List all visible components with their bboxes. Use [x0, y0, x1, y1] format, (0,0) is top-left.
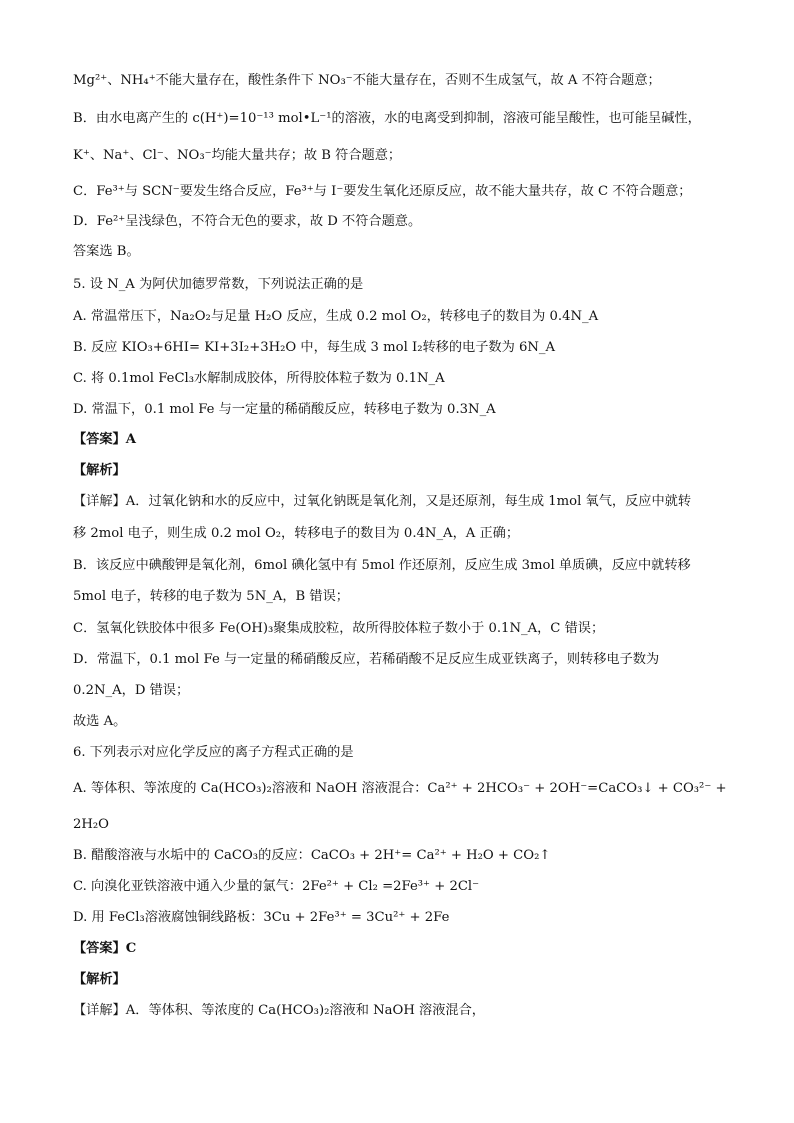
question-stem: 5. 设 N_A 为阿伏加德罗常数，下列说法正确的是 [73, 277, 364, 292]
text-line: 5mol 电子，转移的电子数为 5N_A，B 错误； [73, 589, 349, 604]
text-line: 移 2mol 电子，则生成 0.2 mol O₂，转移电子的数目为 0.4N_A，A 正确； [73, 526, 520, 541]
text-line: B．该反应中碘酸钾是氧化剂，6mol 碘化氢中有 5mol 作还原剂，反应生成 3mol 单质碘，反应中就转移 [73, 558, 691, 573]
analysis-label: 【解析】 [73, 463, 126, 478]
answer-label: 【答案】A [73, 432, 136, 447]
text-line: K⁺、Na⁺、Cl⁻、NO₃⁻均能大量共存；故 B 符合题意； [73, 148, 402, 163]
option-line: B. 醋酸溶液与水垢中的 CaCO₃的反应：CaCO₃ + 2H⁺= Ca²⁺ + H₂O + CO₂↑ [73, 848, 551, 863]
text-line: D．常温下，0.1 mol Fe 与一定量的稀硝酸反应，若稀硝酸不足反应生成亚铁离子，则转移电子数为 [73, 652, 660, 667]
option-line: D. 用 FeCl₃溶液腐蚀铜线路板：3Cu + 2Fe³⁺ = 3Cu²⁺ + 2Fe [73, 910, 450, 925]
text-line: 故选 A。 [73, 714, 127, 729]
text-line: 【详解】A．过氧化钠和水的反应中，过氧化钠既是氧化剂，又是还原剂，每生成 1mol 氧气，反应中就转 [73, 494, 692, 509]
text-line: C．Fe³⁺与 SCN⁻要发生络合反应，Fe³⁺与 I⁻要发生氧化还原反应，故不能大量共存，故 C 不符合题意； [73, 184, 692, 199]
option-line: D. 常温下，0.1 mol Fe 与一定量的稀硝酸反应，转移电子数为 0.3N_A [73, 402, 496, 417]
text-line: 0.2N_A，D 错误； [73, 683, 190, 698]
text-line: D．Fe²⁺呈浅绿色，不符合无色的要求，故 D 不符合题意。 [73, 214, 422, 229]
text-line: 2H₂O [73, 817, 109, 832]
option-line: A. 常温常压下，Na₂O₂与足量 H₂O 反应，生成 0.2 mol O₂，转移电子的数目为 0.4N_A [73, 309, 599, 324]
text-line: Mg²⁺、NH₄⁺不能大量存在，酸性条件下 NO₃⁻不能大量存在，否则不生成氢气，故 A 不符合题意； [73, 73, 661, 88]
option-line: B. 反应 KIO₃+6HI= KI+3I₂+3H₂O 中，每生成 3 mol I₂转移的电子数为 6N_A [73, 340, 556, 355]
text-line: 【详解】A．等体积、等浓度的 Ca(HCO₃)₂溶液和 NaOH 溶液混合， [73, 1003, 485, 1018]
text-line: B．由水电离产生的 c(H⁺)=10⁻¹³ mol•L⁻¹的溶液，水的电离受到抑制，溶液可能呈酸性，也可能呈碱性， [73, 111, 701, 126]
option-line: C. 向溴化亚铁溶液中通入少量的氯气：2Fe²⁺ + Cl₂ =2Fe³⁺ + 2Cl⁻ [73, 879, 480, 894]
option-line: A. 等体积、等浓度的 Ca(HCO₃)₂溶液和 NaOH 溶液混合：Ca²⁺ + 2HCO₃⁻ + 2OH⁻=CaCO₃↓ + CO₃²⁻ + [73, 781, 727, 796]
question-stem: 6. 下列表示对应化学反应的离子方程式正确的是 [73, 745, 354, 760]
text-line: C．氢氧化铁胶体中很多 Fe(OH)₃聚集成胶粒，故所得胶体粒子数小于 0.1N_A，C 错误； [73, 621, 605, 636]
option-line: C. 将 0.1mol FeCl₃水解制成胶体，所得胶体粒子数为 0.1N_A [73, 371, 445, 386]
answer-label: 【答案】C [73, 941, 137, 956]
text-line: 答案选 B。 [73, 244, 140, 259]
analysis-label: 【解析】 [73, 972, 126, 987]
